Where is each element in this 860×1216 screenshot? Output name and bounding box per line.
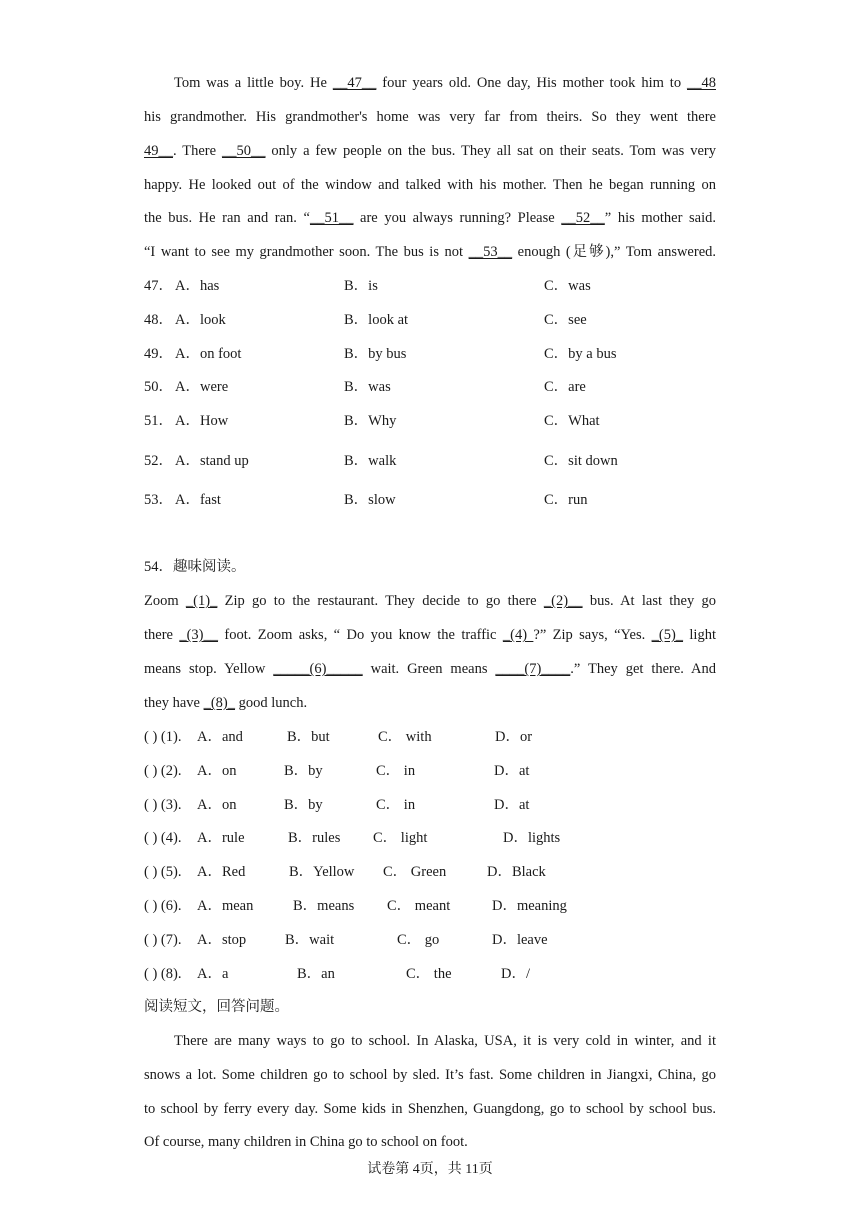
option-d[interactable]: D．/ bbox=[501, 966, 530, 982]
question-number: 53． bbox=[144, 492, 173, 508]
reading-title: 阅读短文，回答问题。 bbox=[144, 999, 289, 1015]
text: bus. At last they go bbox=[582, 593, 716, 609]
option-c[interactable]: C．by a bus bbox=[544, 346, 617, 362]
blank-8: _(8)_ bbox=[203, 695, 236, 711]
option-a[interactable]: A．rule bbox=[197, 830, 245, 846]
text: enough (足够),” Tom answered. bbox=[512, 244, 717, 260]
answer-bracket[interactable]: ( ) (3). bbox=[144, 797, 182, 813]
answer-bracket[interactable]: ( ) (8). bbox=[144, 966, 182, 982]
option-d[interactable]: D．Black bbox=[487, 864, 546, 880]
option-b[interactable]: B．Yellow bbox=[289, 864, 355, 880]
option-d[interactable]: D．leave bbox=[492, 932, 548, 948]
option-d[interactable]: D．at bbox=[494, 763, 530, 779]
question-number: 49． bbox=[144, 346, 173, 362]
option-c[interactable]: C． go bbox=[397, 932, 440, 948]
option-a[interactable]: A．on foot bbox=[175, 346, 242, 362]
option-c[interactable]: C． meant bbox=[387, 898, 451, 914]
section54-line2 bbox=[144, 625, 716, 645]
answer-bracket[interactable]: ( ) (7). bbox=[144, 932, 182, 948]
option-b[interactable]: B．by bus bbox=[344, 346, 407, 362]
text: there bbox=[144, 627, 180, 643]
blank-2: _(2)__ bbox=[543, 593, 583, 609]
question-row-2 bbox=[144, 761, 704, 781]
question-row-6 bbox=[144, 896, 704, 916]
text: the bus. He ran and ran. “ bbox=[144, 210, 310, 226]
option-c[interactable]: C． the bbox=[406, 966, 452, 982]
blank-5: _(5)_ bbox=[651, 627, 684, 643]
section54-line3 bbox=[144, 659, 716, 679]
question-row-8 bbox=[144, 964, 704, 984]
blank-1: _(1)_ bbox=[185, 593, 218, 609]
reading-line4: Of course, many children in China go to school on foot. bbox=[144, 1134, 468, 1150]
text: foot. Zoom asks, “ Do you know the traffic bbox=[218, 627, 503, 643]
section54-line1 bbox=[144, 591, 716, 611]
option-c[interactable]: C．sit down bbox=[544, 453, 618, 469]
section-54-title: 54．趣味阅读。 bbox=[144, 559, 246, 575]
question-row-4 bbox=[144, 828, 704, 848]
option-c[interactable]: C． with bbox=[378, 729, 432, 745]
passage1-line3 bbox=[144, 141, 716, 161]
option-b[interactable]: B．Why bbox=[344, 413, 397, 429]
blank-48: __48 bbox=[687, 75, 716, 91]
option-a[interactable]: A．on bbox=[197, 797, 237, 813]
option-c[interactable]: C． in bbox=[376, 797, 416, 813]
text: Zoom bbox=[144, 593, 186, 609]
option-b[interactable]: B．rules bbox=[288, 830, 341, 846]
option-b[interactable]: B．walk bbox=[344, 453, 397, 469]
option-b[interactable]: B．but bbox=[287, 729, 330, 745]
text: are you always running? Please bbox=[353, 210, 562, 226]
option-row-48 bbox=[144, 310, 716, 330]
blank-52: __52__ bbox=[561, 210, 605, 226]
option-d[interactable]: D．meaning bbox=[492, 898, 567, 914]
blank-7: ____(7)____ bbox=[495, 661, 571, 677]
option-b[interactable]: B．wait bbox=[285, 932, 335, 948]
option-b[interactable]: B．is bbox=[344, 278, 378, 294]
option-c[interactable]: C．What bbox=[544, 413, 600, 429]
passage1-line4: happy. He looked out of the window and talked with his mother. Then he began running on bbox=[144, 177, 716, 193]
option-a[interactable]: A．were bbox=[175, 379, 229, 395]
text: wait. Green means bbox=[362, 661, 496, 677]
blank-51: __51__ bbox=[309, 210, 354, 226]
text: means stop. Yellow bbox=[144, 661, 274, 677]
blank-50: __50__ bbox=[221, 143, 266, 159]
option-a[interactable]: A．fast bbox=[175, 492, 221, 508]
option-a[interactable]: A．a bbox=[197, 966, 229, 982]
passage1-line2: his grandmother. His grandmother's home was very far from theirs. So they went there bbox=[144, 109, 716, 125]
option-b[interactable]: B．by bbox=[284, 763, 323, 779]
blank-6: _____(6)_____ bbox=[273, 661, 363, 677]
option-a[interactable]: A．look bbox=[175, 312, 226, 328]
text: .” They get there. And bbox=[570, 661, 716, 677]
answer-bracket[interactable]: ( ) (6). bbox=[144, 898, 182, 914]
blank-49: 49__ bbox=[144, 143, 173, 159]
option-a[interactable]: A．on bbox=[197, 763, 237, 779]
option-c[interactable]: C．run bbox=[544, 492, 588, 508]
option-c[interactable]: C． in bbox=[376, 763, 416, 779]
text: ?” Zip says, “Yes. bbox=[533, 627, 652, 643]
option-c[interactable]: C．are bbox=[544, 379, 586, 395]
option-a[interactable]: A．and bbox=[197, 729, 243, 745]
answer-bracket[interactable]: ( ) (1). bbox=[144, 729, 182, 745]
option-a[interactable]: A．stop bbox=[197, 932, 247, 948]
passage1-line6 bbox=[144, 242, 716, 262]
reading-line1: There are many ways to go to school. In Alaska, USA, it is very cold in winter, and it bbox=[174, 1033, 716, 1049]
option-c[interactable]: C． Green bbox=[383, 864, 447, 880]
option-a[interactable]: A．has bbox=[175, 278, 220, 294]
option-row-47 bbox=[144, 276, 716, 296]
option-row-49 bbox=[144, 344, 716, 364]
section54-line4 bbox=[144, 693, 716, 713]
option-row-52 bbox=[144, 451, 716, 471]
page-footer: 试卷第 4页，共 11页 bbox=[367, 1162, 493, 1177]
question-row-7 bbox=[144, 930, 704, 950]
question-number: 47． bbox=[144, 278, 173, 294]
text: ” his mother said. bbox=[604, 210, 716, 226]
option-d[interactable]: D．or bbox=[495, 729, 533, 745]
question-number: 50． bbox=[144, 379, 173, 395]
option-a[interactable]: A．How bbox=[175, 413, 229, 429]
text: they have bbox=[144, 695, 204, 711]
question-number: 51． bbox=[144, 413, 173, 429]
question-number: 48． bbox=[144, 312, 173, 328]
option-c[interactable]: C．see bbox=[544, 312, 587, 328]
answer-bracket[interactable]: ( ) (2). bbox=[144, 763, 182, 779]
answer-bracket[interactable]: ( ) (5). bbox=[144, 864, 182, 880]
text: Zip go to the restaurant. They decide to go there bbox=[217, 593, 544, 609]
passage1-line1 bbox=[144, 73, 716, 93]
blank-47: __47__ bbox=[332, 75, 377, 91]
text: good lunch. bbox=[235, 695, 308, 711]
option-d[interactable]: D．at bbox=[494, 797, 530, 813]
reading-line2: snows a lot. Some children go to school by sled. It’s fast. Some children in Jiangxi, China, go bbox=[144, 1067, 716, 1083]
blank-3: _(3)__ bbox=[179, 627, 219, 643]
option-row-51 bbox=[144, 411, 716, 431]
option-b[interactable]: B．slow bbox=[344, 492, 396, 508]
blank-4: _(4) bbox=[502, 627, 534, 643]
option-b[interactable]: B．means bbox=[293, 898, 355, 914]
text: four years old. One day, His mother took him to bbox=[376, 75, 687, 91]
question-row-1 bbox=[144, 727, 704, 747]
blank-53: __53__ bbox=[468, 244, 513, 260]
text: . There bbox=[173, 143, 222, 159]
answer-bracket[interactable]: ( ) (4). bbox=[144, 830, 182, 846]
question-row-5 bbox=[144, 862, 704, 882]
text: “I want to see my grandmother soon. The bus is not bbox=[144, 244, 469, 260]
reading-line3: to school by ferry every day. Some kids in Shenzhen, Guangdong, go to school by school bus. bbox=[144, 1101, 716, 1117]
option-a[interactable]: A．mean bbox=[197, 898, 254, 914]
option-b[interactable]: B．was bbox=[344, 379, 391, 395]
option-c[interactable]: C． light bbox=[373, 830, 428, 846]
option-a[interactable]: A．Red bbox=[197, 864, 246, 880]
question-row-3 bbox=[144, 795, 704, 815]
option-row-50 bbox=[144, 377, 716, 397]
option-b[interactable]: B．by bbox=[284, 797, 323, 813]
option-b[interactable]: B．look at bbox=[344, 312, 409, 328]
option-a[interactable]: A．stand up bbox=[175, 453, 249, 469]
option-d[interactable]: D．lights bbox=[503, 830, 561, 846]
text: light bbox=[683, 627, 716, 643]
passage1-line5 bbox=[144, 208, 716, 228]
question-number: 52． bbox=[144, 453, 173, 469]
option-row-53 bbox=[144, 490, 716, 510]
option-b[interactable]: B．an bbox=[297, 966, 335, 982]
text: Tom was a little boy. He bbox=[174, 75, 333, 91]
text: only a few people on the bus. They all sat on their seats. Tom was very bbox=[265, 143, 716, 159]
option-c[interactable]: C．was bbox=[544, 278, 591, 294]
